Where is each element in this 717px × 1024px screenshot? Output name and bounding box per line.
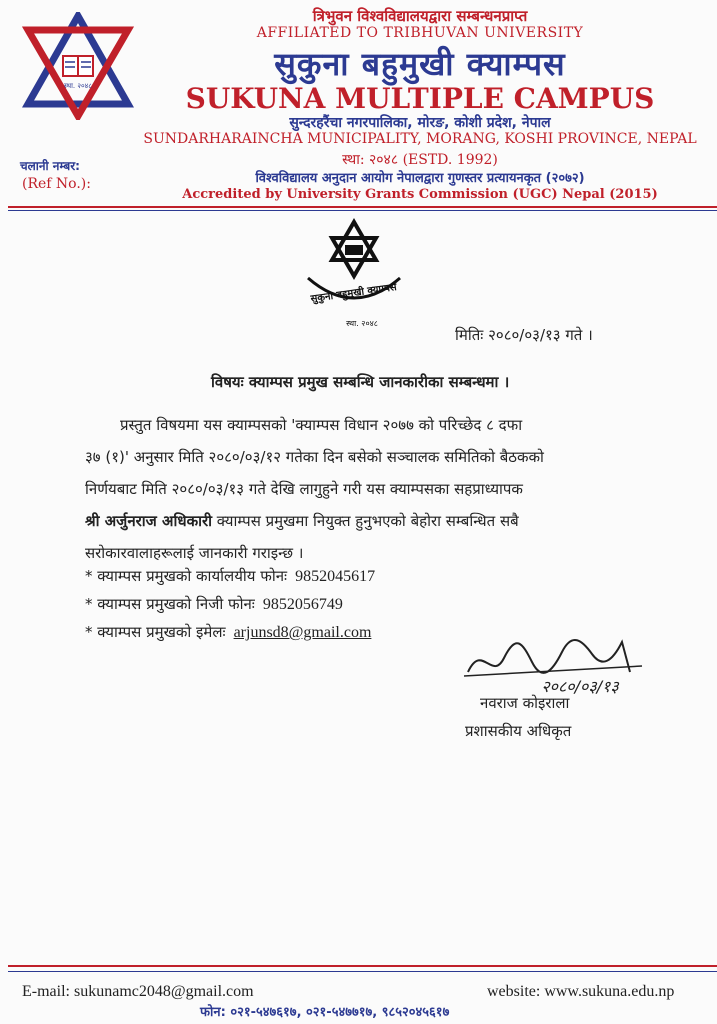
campus-name-en: SUKUNA MULTIPLE CAMPUS <box>185 82 655 115</box>
accreditation-en: Accredited by University Grants Commission (UGC) Nepal (2015) <box>182 187 658 202</box>
stamp-text: सुकुना बहुमुखी क्याम्पस <box>309 282 398 306</box>
contact-office-phone <box>85 566 375 586</box>
contact-personal-phone <box>85 594 343 614</box>
campus-logo <box>22 12 134 120</box>
accreditation-np: विश्वविद्यालय अनुदान आयोग नेपालद्वारा गुणस्तर प्रत्यायनकृत (२०७२) <box>255 171 585 186</box>
campus-name-np: सुकुना बहुमुखी क्याम्पस <box>274 45 566 83</box>
footer-website[interactable]: website: www.sukuna.edu.np <box>487 983 675 1000</box>
contact-email-link[interactable]: arjunsd8@gmail.com <box>233 624 372 641</box>
signer-title: प्रशासकीय अधिकृत <box>465 722 572 740</box>
letter-subject: विषयः क्याम्पस प्रमुख सम्बन्धि जानकारीका सम्बन्धमा । <box>211 373 510 391</box>
campus-stamp <box>290 218 418 336</box>
appointee-name: श्री अर्जुनराज अधिकारी <box>85 512 213 530</box>
contact-label: * क्याम्पस प्रमुखको कार्यालयीय फोनः <box>85 567 288 585</box>
footer-divider-blue <box>8 971 717 972</box>
contact-label: * क्याम्पस प्रमुखको इमेलः <box>85 623 226 641</box>
stamp-year: स्था. २०४८ <box>346 319 378 328</box>
contact-label: * क्याम्पस प्रमुखको निजी फोनः <box>85 595 255 613</box>
footer-phone: फोन: ०२१-५४७६१७, ०२१-५४७७१७, ९८५२०४५६१७ <box>200 1005 450 1020</box>
signature <box>462 632 652 696</box>
ref-no-label-en: (Ref No.): <box>22 176 91 192</box>
contact-email <box>85 622 371 642</box>
ref-no-label-np: चलानी नम्बर: <box>20 159 80 173</box>
address-en: SUNDARHARAINCHA MUNICIPALITY, MORANG, KOSHI PROVINCE, NEPAL <box>143 131 697 147</box>
header-divider-red <box>8 206 717 208</box>
established-year: स्था: २०४८ (ESTD. 1992) <box>342 152 498 168</box>
body-line-3: निर्णयबाट मिति २०८०/०३/१३ गते देखि लागुहुने गरी यस क्याम्पसका सहप्राध्यापक <box>85 480 523 498</box>
logo-year-text: स्था. २०४८ <box>64 82 92 90</box>
body-line-1: प्रस्तुत विषयमा यस क्याम्पसको 'क्याम्पस विधान २०७७ को परिच्छेद ८ दफा <box>120 416 523 434</box>
body-line-5: सरोकारवालाहरूलाई जानकारी गराइन्छ । <box>85 544 304 562</box>
signature-date: २०८०/०३/१३ <box>541 677 619 696</box>
contact-value: 9852045617 <box>295 568 376 585</box>
letter-date: मितिः २०८०/०३/१३ गते । <box>455 326 593 344</box>
body-line-2: ३७ (१)' अनुसार मिति २०८०/०३/१२ गतेका दिन बसेको सञ्चालक समितिको बैठकको <box>85 448 544 466</box>
affiliation-np: त्रिभुवन विश्वविद्यालयद्वारा सम्बन्धनप्राप्त <box>312 7 528 25</box>
header-divider-blue <box>8 210 717 211</box>
body-line-4 <box>85 505 690 537</box>
signer-name: नवराज कोइराला <box>480 694 570 712</box>
contact-value: 9852056749 <box>262 596 343 613</box>
footer-email[interactable]: E-mail: sukunamc2048@gmail.com <box>22 983 254 1000</box>
affiliation-en: AFFILIATED TO TRIBHUVAN UNIVERSITY <box>256 25 584 41</box>
footer-divider-red <box>8 965 717 967</box>
address-np: सुन्दरहरैंचा नगरपालिका, मोरङ, कोशी प्रदेश, नेपाल <box>289 115 551 131</box>
letter-body <box>85 409 690 569</box>
body-line-4-rest: क्याम्पस प्रमुखमा नियुक्त हुनुभएको बेहोरा सम्बन्धित सबै <box>212 512 519 530</box>
